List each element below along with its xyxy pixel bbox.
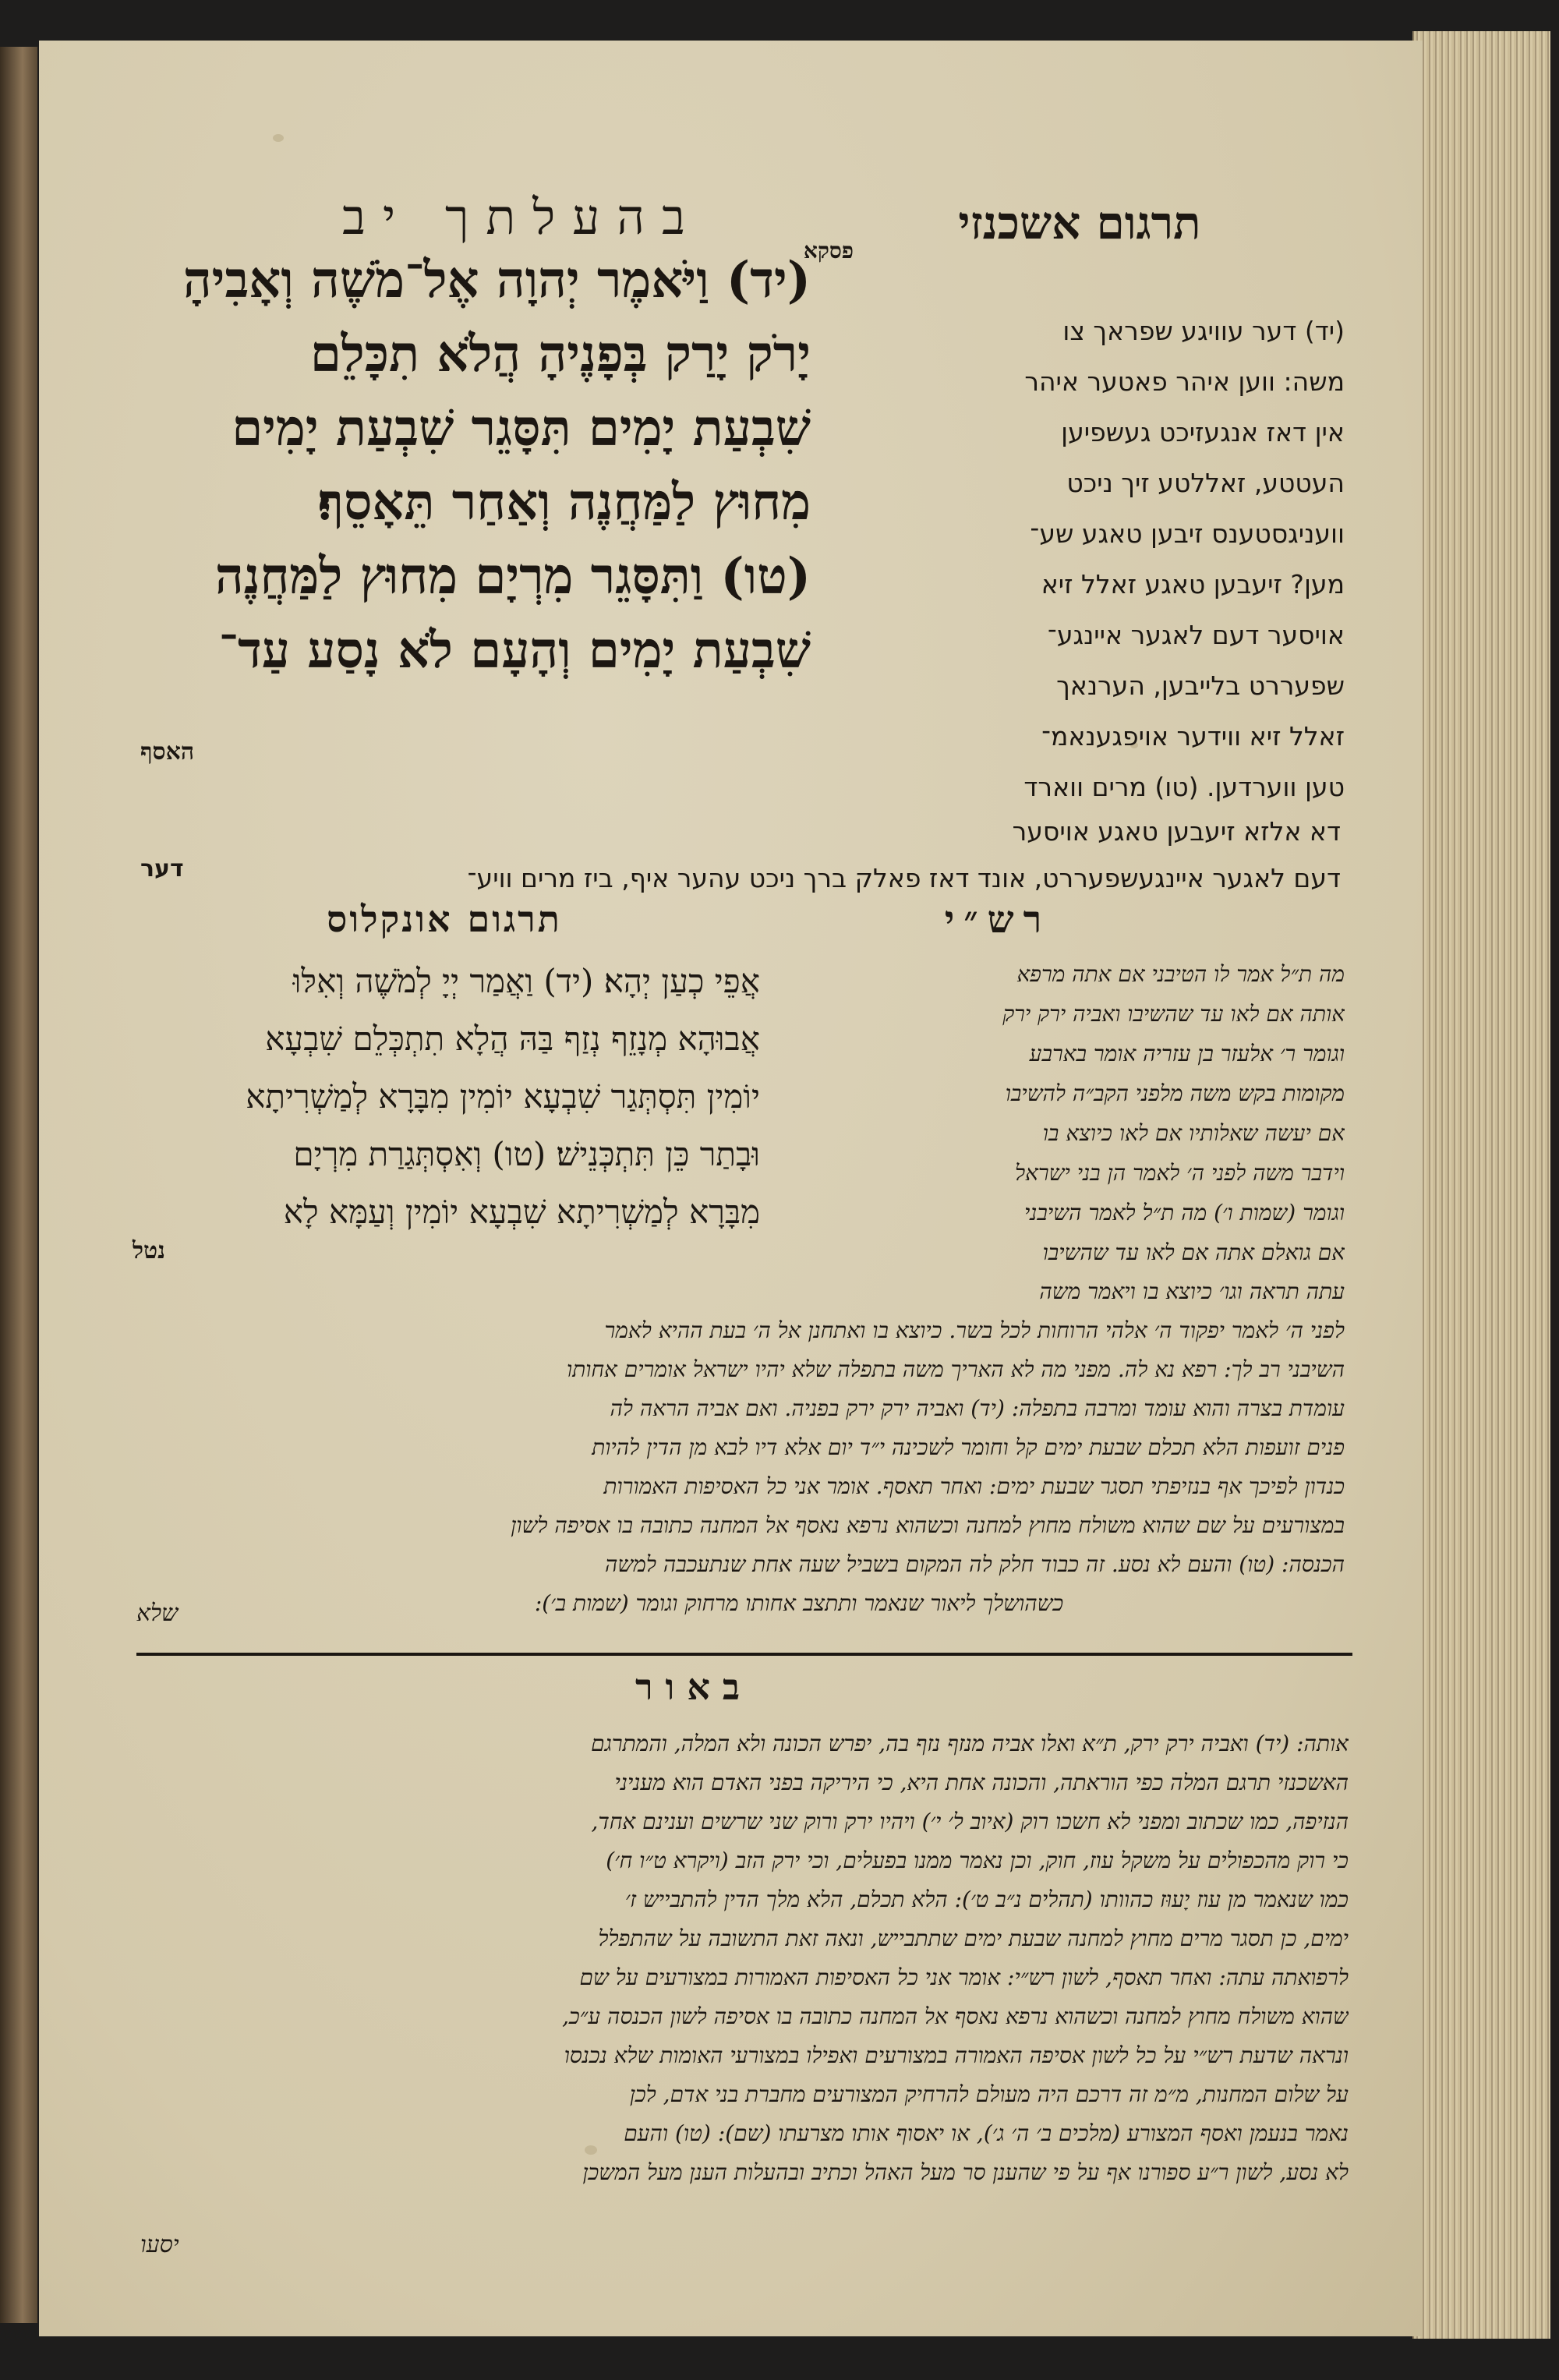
biur-catchword: יסעו (140, 2231, 179, 2258)
verse-line: שִׁבְעַת יָמִים תִּסָּגֵר שִׁבְעַת יָמִים (232, 399, 811, 458)
rashi-line: וידבר משה לפני ה׳ לאמר הן בני ישראל (1015, 1160, 1345, 1186)
targum-ashkenazi-line: אין דאז אנגעזיכט געשפיען (1061, 417, 1345, 447)
rashi-line: אם יעשה שאלותיו אם לאו כיוצא בו (1042, 1120, 1345, 1146)
targum-ashkenazi-line: משה: ווען איהר פאטער איהר (1024, 366, 1345, 397)
rashi-line: עומדת בצרה והוא עומד ומרבה בתפלה: (יד) ואביה ירק ירק בפניה. ואם אביה הראה לה (610, 1395, 1345, 1421)
targum-ashkenazi-text (861, 306, 1345, 812)
rashi-line: במצורעים על שם שהוא משולח מחוץ למחנה וכשהוא נרפא נאסף אל המחנה כתובה בו אסיפה לשון (511, 1512, 1345, 1538)
rashi-line: לפני ה׳ לאמר יפקוד ה׳ אלהי הרוחות לכל בשר. כיוצא בו ואתחנן אל ה׳ בעת ההיא לאמר (604, 1317, 1345, 1343)
verse-line: (יד) וַיֹּאמֶר יְהוָה אֶל־מֹשֶׁה וְאָבִיהָ (182, 251, 811, 309)
biur-line: נאמר בנעמן ואסף המצורע (מלכים ב׳ ה׳ ג׳), או יאסוף אותו מצרעתו (שם): (טו) והעם (624, 2120, 1349, 2146)
rashi-line: כשהושלך ליאור שנאמר ותתצב אחותו מרחוק וגומר (שמות ב׳): (534, 1590, 1064, 1616)
rashi-full-width-text (140, 1272, 1345, 1584)
rashi-line: וגומר ר׳ אלעזר בן עזריה אומר בארבע (1029, 1041, 1345, 1066)
biur-line: לרפואתה עתה: ואחר תאסף, לשון רש״י: אומר אני כל האסיפות האמורות במצורעים על שם (579, 1964, 1349, 1990)
page-stack-edge (1412, 31, 1550, 2339)
rashi-line: כנדון לפיכך אף בנזיפתי תסגר שבעת ימים: ואחר תאסף. אומר אני כל האסיפות האמורות (603, 1473, 1345, 1499)
targum-ashkenazi-line: דעם לאגער איינגעשפעררט, אונד דאז פאלק ברך ניכט עהער איף, ביז מרים וויע־ (467, 863, 1341, 893)
onkelos-title: תרגום אונקלוס (327, 898, 562, 940)
onkelos-line: אֲבוּהָא מְנָזֵף נְזַף בַּהּ הֲלָא תִתְכְּלֵם שִׁבְעָא (265, 1020, 760, 1058)
targum-ashkenazi-line: העטטע, זאללטע זיך ניכט (1066, 468, 1345, 498)
biur-line: כי רוק מהכפולים על משקל עוז, חוק, וכן נאמר ממנו בפעלים, וכי ירק הזב (ויקרא ט״ו ח׳) (606, 1848, 1349, 1873)
verse-line: מִחוּץ לַמַּחֲנֶה וְאַחַר תֵּאָסֵף׃ (317, 473, 811, 532)
targum-ashkenazi-line: אויסער דעם לאגער איינגע־ (1047, 620, 1345, 650)
rashi-line: וגומר (שמות ו׳) מה ת״ל לאמר השיבני (1023, 1200, 1345, 1225)
rashi-line: אם גואלם אתה אם לאו עד שהשיבו (1042, 1240, 1345, 1265)
rashi-catchword: שלא (136, 1600, 179, 1627)
biur-line: שהוא משולח מחוץ למחנה וכשהוא נרפא נאסף אל המחנה כתובה בו אסיפה לשון הכנסה ע״כ, (562, 2003, 1349, 2029)
running-head: בהעלתך יב (342, 189, 702, 246)
section-divider-rule (136, 1653, 1352, 1656)
rashi-line: אותה אם לאו עד שהשיבו ואביה ירק ירק (1002, 1001, 1345, 1027)
rashi-last-line (253, 1584, 1345, 1623)
onkelos-line: יוֹמִין תִּסְתְּגַר שִׁבְעָא יוֹמִין מִבָּרָא לְמַשְׁרִיתָא (246, 1077, 760, 1116)
rashi-line: השיבני רב לך: רפא נא לה. מפני מה לא האריך משה בתפלה שלא יהיו ישראל אומרים אחותו (567, 1356, 1345, 1382)
biur-title: באור (635, 1666, 753, 1708)
onkelos-line: אֲפֵי כְעַן יְהָא׃ (יד) וַאֲמַר יְיָ לְמֹשֶׁה וְאִלּוּ (292, 962, 760, 1000)
onkelos-line: וּבָתַר כֵּן תִּתְכְּנֵישׁ׃ (טו) וְאִסְתְּגַרַת מִרְיָם (293, 1135, 760, 1173)
verse-line: (טו) וַתִּסָּגֵר מִרְיָם מִחוּץ לַמַּחֲנֶה (214, 547, 811, 606)
targum-ashkenazi-line: (יד) דער עוויגע שפראך צו (1062, 316, 1345, 346)
biur-line: ימים, כן תסגר מרים מחוץ למחנה שבעת ימים שתתבייש, ונאה זאת התשובה על שהתפלל (598, 1926, 1349, 1951)
verse-line: יָרֹק יָרַק בְּפָנֶיהָ הֲלֹא תִכָּלֵם (309, 325, 811, 384)
biur-line: אותה: (יד) ואביה ירק ירק, ת״א ואלו אביה מנזף נזף בה, יפרש הכונה ולא המלה, והמתרגם (591, 1731, 1349, 1756)
biur-line: לא נסע, לשון ר״ע ספורנו אף על פי שהענן סר מעל האהל וכתיב ובהעלות הענן מעל המשכן (582, 2159, 1349, 2185)
targum-ashkenazi-full-width (140, 808, 1341, 902)
targum-ashkenazi-line: זאלל זיא ווידער אויפגענאמ־ (1041, 721, 1345, 751)
book-page (39, 41, 1423, 2336)
targum-ashkenazi-line: שפעררט בלייבען, הערנאך (1056, 670, 1345, 701)
targum-ashkenazi-catchword: דער (140, 855, 184, 882)
onkelos-text (133, 953, 760, 1241)
targum-ashkenazi-title: תרגום אשכנזי (958, 196, 1201, 249)
verse-marker: פסקא (803, 238, 854, 263)
targum-ashkenazi-line: וועניגסטענס זיבען טאגע שע־ (1030, 518, 1345, 549)
rashi-line: פנים זועפות הלא תכלם שבעת ימים קל וחומר לשכינה י״ד יום אלא דיו לבא מן הדין להיות (592, 1434, 1345, 1460)
verse-line: שִׁבְעַת יָמִים וְהָעָם לֹא נָסַע עַד־ (218, 621, 811, 680)
biur-text (140, 1724, 1349, 2192)
onkelos-catchword: נטל (133, 1237, 165, 1264)
book-spine-edge (0, 47, 37, 2323)
rashi-column-text (783, 954, 1345, 1272)
targum-ashkenazi-line: טען ווערדען. (טו) מרים ווארד (1023, 772, 1345, 802)
rashi-line: הכנסה: (טו) והעם לא נסע. זה כבוד חלק לה המקום בשביל שעה אחת שנתעכבה למשה (605, 1551, 1345, 1577)
biur-line: על שלום המחנות, מ״מ זה דרכם היה מעולם להרחיק המצורעים מחברת בני אדם, לכן (629, 2081, 1349, 2107)
rashi-line: מקומות בקש משה מלפני הקב״ה להשיבו (1005, 1080, 1345, 1106)
rashi-title: רש״י (944, 898, 1052, 942)
onkelos-line: מִבָּרָא לְמַשְׁרִיתָא שִׁבְעָא יוֹמִין וְעַמָּא לָא (283, 1193, 760, 1231)
targum-ashkenazi-line: דא אלזא זיעבען טאגע אויסער (1012, 816, 1341, 847)
biur-line: ונראה שדעת רש״י על כל לשון אסיפה האמורה במצורעים ואפילו במצורעי האומות שלא נכנסו (564, 2042, 1349, 2068)
targum-ashkenazi-line: מען? זיעבען טאגע זאלל זיא (1041, 569, 1345, 599)
rashi-line: עתה תראה וגו׳ כיוצא בו ויאמר משה (1039, 1278, 1345, 1304)
rashi-line: מה ת״ל אמר לו הטיבני אם אתה מרפא (1016, 961, 1345, 987)
biur-line: הנזיפה, כמו שכתוב ומפני לא חשכו רוק (איוב ל׳ י׳) ויהיו ירק ורוק שני שרשים וענינם אחד, (591, 1809, 1349, 1834)
torah-verse-text (140, 243, 811, 688)
biur-line: האשכנזי תרגם המלה כפי הוראתה, והכונה אחת היא, כי היריקה בפני האדם הוא מעניני (614, 1770, 1349, 1795)
verse-catchword: האסף (140, 738, 195, 766)
biur-line: כמו שנאמר מן עוז יָעוּז כהוותו (תהלים נ״ב ט׳): הלא תכלם, הלא מלך הדין להתבייש ז׳ (624, 1887, 1349, 1912)
